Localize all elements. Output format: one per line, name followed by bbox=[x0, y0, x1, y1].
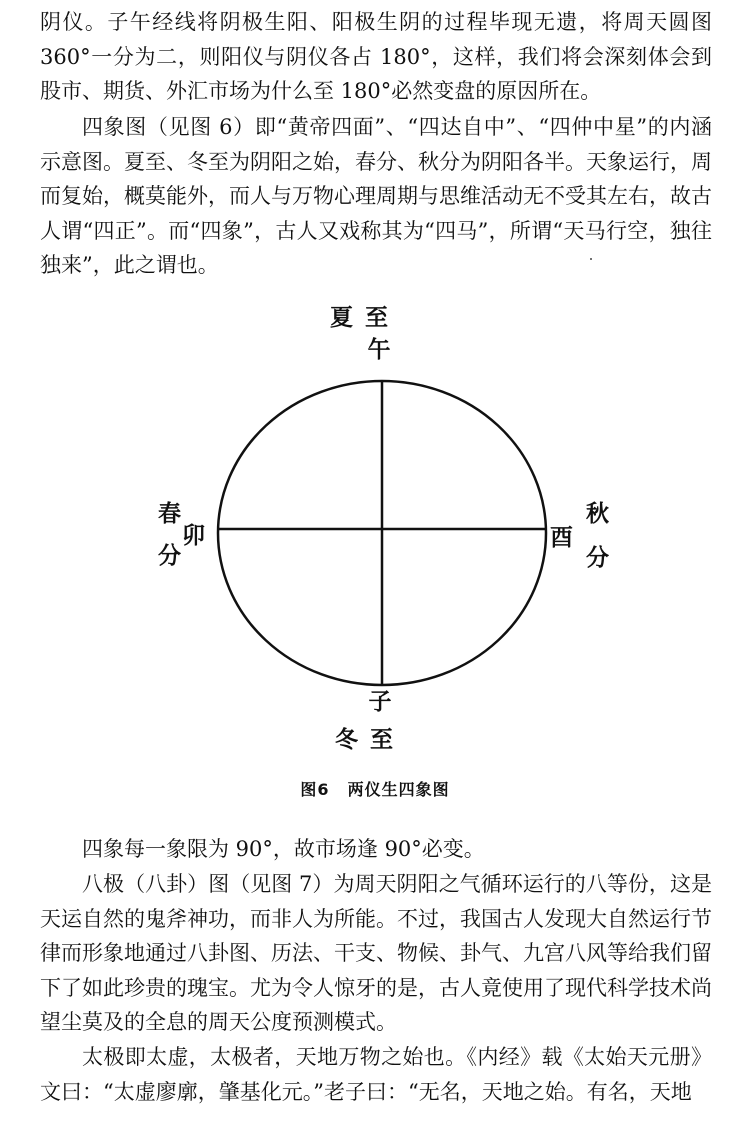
label-autumn-2: 分 bbox=[586, 545, 609, 571]
paragraph-eight-poles: 八极（八卦）图（见图 7）为周天阴阳之气循环运行的八等份，这是天运自然的鬼斧神功，而非人为所能。不过，我国古人发现大自然运行节律而形象地通过八卦图、历法、干支、物候、卦气、九宫八风等给我们留下了如此珍贵的瑰宝。尤为令人惊牙的是，古人竟使用了现代科学技术尚望尘莫及的全息的周天公度预测模式。 bbox=[40, 872, 712, 1034]
paragraph-taiji: 太极即太虚，太极者，天地万物之始也。《内经》载《太始天元册》文曰：“太虚廖廓，肇基化元。”老子曰：“无名，天地之始。有名，天地 bbox=[40, 1045, 712, 1104]
label-autumn-1: 秋 bbox=[586, 501, 609, 527]
four-symbols-diagram bbox=[150, 295, 620, 760]
label-winter-solstice: 冬至 bbox=[335, 727, 405, 753]
label-wu: 午 bbox=[367, 337, 391, 363]
stray-dot bbox=[590, 258, 592, 260]
label-zi: 子 bbox=[368, 689, 392, 715]
caption-number: 图6 bbox=[300, 780, 330, 799]
label-mao: 卯 bbox=[182, 523, 205, 549]
paragraph-yin-yang-split: 阴仪。子午经线将阴极生阳、阳极生阴的过程毕现无遗，将周天圆图360°一分为二，则阳仪与阴仪各占 180°，这样，我们将会深刻体会到股市、期货、外汇市场为什么至 180°必然变盘的原因所在。 bbox=[40, 10, 712, 103]
caption-title: 两仪生四象图 bbox=[347, 780, 450, 799]
label-spring-2: 分 bbox=[158, 543, 181, 569]
label-summer-solstice: 夏至 bbox=[330, 305, 400, 331]
figure-caption bbox=[0, 777, 750, 800]
paragraph-four-symbols: 四象图（见图 6）即“黄帝四面”、“四达自中”、“四仲中星”的内涵示意图。夏至、冬至为阴阳之始，春分、秋分为阴阳各半。天象运行，周而复始，概莫能外，而人与万物心理周期与思维活动无不受其左右，故古人谓“四正”。而“四象”，古人又戏称其为“四马”，所谓“天马行空，独往独来”，此之谓也。 bbox=[40, 115, 712, 277]
paragraph-quadrant: 四象每一象限为 90°，故市场逢 90°必变。 bbox=[82, 837, 485, 861]
label-spring-1: 春 bbox=[158, 501, 181, 527]
label-you: 酉 bbox=[550, 525, 573, 551]
